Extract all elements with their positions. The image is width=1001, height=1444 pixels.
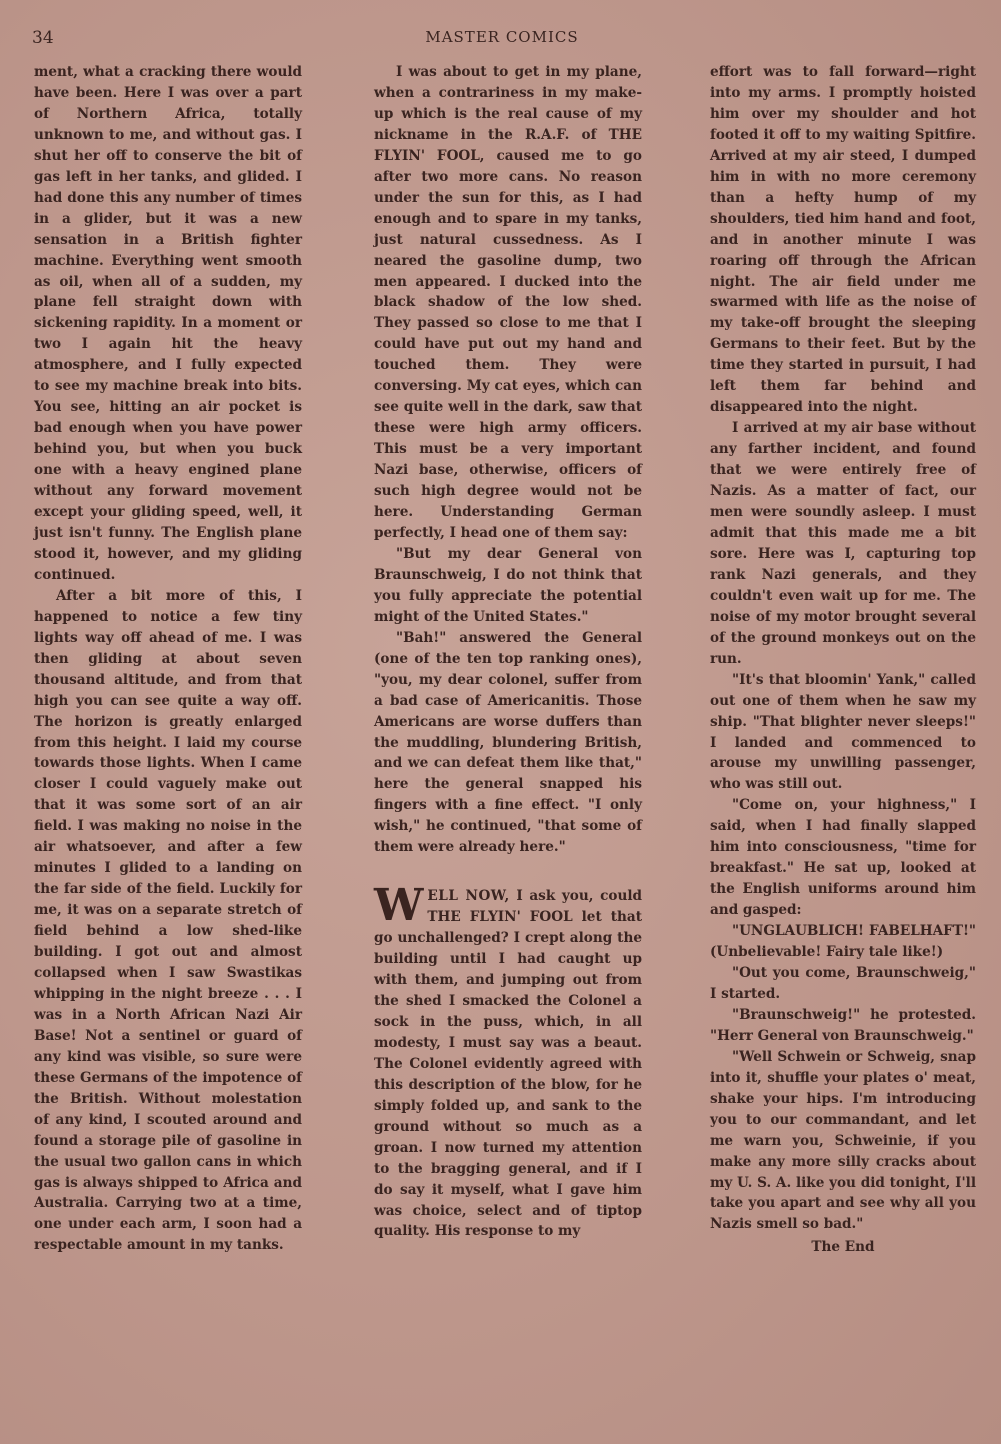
text-column-1 bbox=[34, 62, 302, 1256]
page-number: 34 bbox=[32, 28, 54, 48]
paragraph: "Braunschweig!" he protested. "Herr General von Braunschweig." bbox=[710, 1006, 976, 1044]
text-column-2 bbox=[374, 62, 642, 1242]
paragraph: I arrived at my air base without any farther incident, and found that we were entirely free of Nazis. As a matter of fact, our men were soundly asleep. I must admit that this made me a bit sore. Here was I, capturing top rank Nazi generals, and they couldn't even wait up for me. The noise of my motor brought several of the ground monkeys out on the run. bbox=[710, 420, 976, 667]
paragraph: "Bah!" answered the General (one of the ten top ranking ones), "you, my dear colonel, suffer from a bad case of Americanitis. Those Americans are worse duffers than the muddling, blundering British, and we can defeat them like that," here the general snapped his fingers with a fine effect. "I only wish," he continued, "that some of them were already here." bbox=[374, 629, 642, 856]
section-lead: ELL NOW, bbox=[427, 888, 510, 905]
paragraph: effort was to fall forward—right into my arms. I promptly hoisted him over my shoulder and hot footed it off to my waiting Spitfire. Arrived at my air steed, I dumped him in with no more ceremony than a hefty hump of my shoulders, tied him hand and foot, and in another minute I was roaring off through the African night. The air field under me swarmed with life as the noise of my take-off brought the sleeping Germans to their feet. But by the time they started in pursuit, I had left them far behind and disappeared into the night. bbox=[710, 64, 976, 416]
paragraph: "But my dear General von Braunschweig, I do not think that you fully appreciate the potential might of the United States." bbox=[374, 545, 642, 625]
section-paragraph bbox=[374, 880, 643, 1242]
text-column-3 bbox=[710, 62, 976, 1258]
drop-cap: W bbox=[374, 880, 424, 932]
paragraph: "Come on, your highness," I said, when I had finally slapped him into consciousness, "time for breakfast." He sat up, looked at the English uniforms around him and gasped: bbox=[710, 797, 976, 919]
paragraph: After a bit more of this, I happened to notice a few tiny lights way off ahead of me. I was then gliding at about seven thousand altitude, and from that high you can see quite a way off. The horizon is greatly enlarged from this height. I laid my course towards those lights. When I came closer I could vaguely make out that it was some sort of an air field. I was making no noise in the air whatsoever, and after a few minutes I glided to a landing on the far side of the field. Luckily for me, it was on a separate stretch of field behind a low shed-like building. I got out and almost collapsed when I saw Swastikas whipping in the night breeze . . . I was in a North African Nazi Air Base! Not a sentinel or guard of any kind was visible, so sure were these Germans of the impotence of the British. Without molestation of any kind, I scouted around and found a storage pile of gasoline in the usual two gallon cans in which gas is always shipped to Africa and Australia. Carrying two at a time, one under each arm, I soon had a respectable amount in my tanks. bbox=[34, 587, 302, 1254]
paragraph: "It's that bloomin' Yank," called out one of them when he saw my ship. "That blighter never sleeps!" I landed and commenced to arouse my unwilling passenger, who was still out. bbox=[710, 671, 976, 793]
paragraph-german-exclamation: "UNGLAUBLICH! FABELHAFT!" (Unbelievable! Fairy tale like!) bbox=[710, 923, 976, 961]
paragraph: I was about to get in my plane, when a contrariness in my make-up which is the real cause of my nickname in the R.A.F. of THE FLYIN' FOOL, caused me to go after two more cans. No reason under the sun for this, as I had enough and to spare in my tanks, just natural cussedness. As I neared the gasoline dump, two men appeared. I ducked into the black shadow of the low shed. They passed so close to me that I could have put out my hand and touched them. They were conversing. My cat eyes, which can see quite well in the dark, saw that these were high army officers. This must be a very important Nazi base, otherwise, officers of such high degree would not be here. Understanding German perfectly, I head one of them say: bbox=[374, 64, 642, 541]
paragraph: ment, what a cracking there would have been. Here I was over a part of Northern Africa, totally unknown to me, and without gas. I shut her off to conserve the bit of gas left in her tanks, and glided. I had done this any number of times in a glider, but it was a new sensation in a British fighter machine. Everything went smooth as oil, when all of a sudden, my plane fell straight down with sickening rapidity. In a moment or two I again hit the heavy atmosphere, and I fully expected to see my machine break into bits. You see, hitting an air pocket is bad enough when you have power behind you, but when you buck one with a heavy engined plane without any forward movement except your gliding speed, well, it just isn't funny. The English plane stood it, however, and my gliding continued. bbox=[34, 64, 302, 583]
running-head: MASTER COMICS bbox=[425, 28, 579, 46]
the-end: The End bbox=[811, 1239, 875, 1256]
paragraph: "Out you come, Braunschweig," I started. bbox=[710, 964, 976, 1002]
section-text: I ask you, could THE FLYIN' FOOL let that go unchallenged? I crept along the building until I had caught up with them, and jumping out from the shed I smacked the Colonel a sock in the puss, which, in all modesty, I must say was a beaut. The Colonel evidently agreed with this description of the blow, for he simply folded up, and sank to the ground without so much as a groan. I now turned my attention to the bragging general, and if I do say it myself, what I gave him was choice, select and of tiptop quality. His response to my bbox=[374, 888, 643, 1240]
page-header bbox=[32, 28, 972, 52]
paragraph: "Well Schwein or Schweig, snap into it, shuffle your plates o' meat, shake your hips. I'm introducing you to our commandant, and let me warn you, Schweinie, if you make any more silly cracks about my U. S. A. like you did tonight, I'll take you apart and see why all you Nazis smell so bad." bbox=[710, 1048, 976, 1233]
